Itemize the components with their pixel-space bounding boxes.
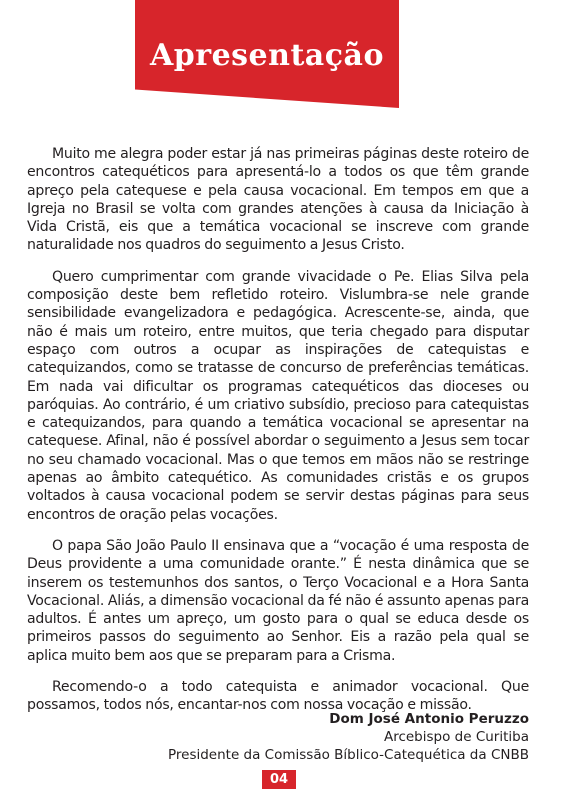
paragraph-3: O papa São João Paulo II ensinava que a “vocação é uma resposta de Deus providente a uma comunidade orante.” É nesta dinâmica que se inserem os testemunhos dos santos, o Terço Vocacional e a Hora Santa Vocacional. Aliás, a dimensão vocacional da fé não é assunto apenas para adultos. É antes um apreço, um gosto para o qual se educa desde os primeiros passos do seguimento ao Senhor. Eis a razão pela qual se aplica muito bem aos que se preparam para a Crisma. xyxy=(27,537,529,664)
page-title: Apresentação xyxy=(150,38,384,73)
signature-name: Dom José Antonio Peruzzo xyxy=(329,711,529,727)
paragraph-1: Muito me alegra poder estar já nas primeiras páginas deste roteiro de encontros catequéticos para apresentá-lo a todos os que têm grande apreço pela catequese e pela causa vocacional. Em tempos em que a Igreja no Brasil se volta com grandes atenções à causa da Iniciação à Vida Cristã, eis que a temática vocacional se inscreve com grande naturalidade nos quadros do seguimento a Jesus Cristo. xyxy=(27,146,529,254)
body-text xyxy=(27,145,529,728)
page-number: 04 xyxy=(262,770,296,789)
signature-block xyxy=(168,710,529,764)
signature-position: Presidente da Comissão Bíblico-Catequética da CNBB xyxy=(167,747,529,763)
paragraph-4: Recomendo-o a todo catequista e animador vocacional. Que possamos, todos nós, encantar-nos com nossa vocação e missão. xyxy=(27,679,529,714)
paragraph-2: Quero cumprimentar com grande vivacidade o Pe. Elias Silva pela composição deste bem refletido roteiro. Vislumbra-se nele grande sensibilidade evangelizadora e pedagógica. Acrescente-se, ainda, que não é mais um roteiro, entre muitos, que teria chegado para disputar espaço com outros a ocupar as inspirações de catequistas e catequizandos, como se tratasse de concurso de preferências temáticas. Em nada vai dificultar os programas catequéticos das dioceses ou paróquias. Ao contrário, é um criativo subsídio, precioso para catequistas e catequizandos, para quando a temática vocacional se apresentar na catequese. Afinal, não é possível abordar o seguimento a Jesus sem tocar no seu chamado vocacional. Mas o que temos em mãos não se restringe apenas ao âmbito catequético. As comunidades cristãs e os grupos voltados à causa vocacional podem se servir destas páginas para seus encontros de oração pelas vocações. xyxy=(27,268,529,523)
signature-role: Arcebispo de Curitiba xyxy=(383,729,529,745)
